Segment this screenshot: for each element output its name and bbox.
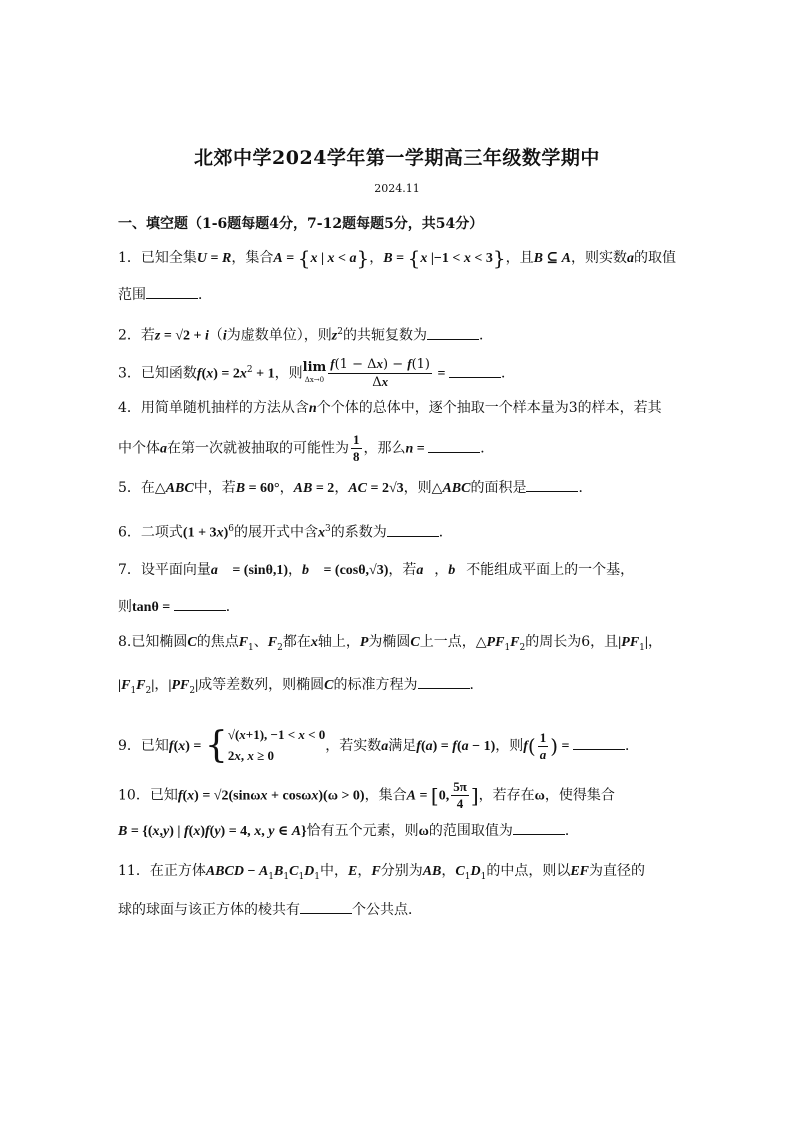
page-title: 北郊中学2024学年第一学期高三年级数学期中 [194,147,600,169]
answer-blank [449,364,501,378]
question-4-line-1: 4．用简单随机抽样的方法从含n个个体的总体中，逐个抽取一个样本量为3的样本，若其 [118,400,662,416]
question-1-line-1: 1．已知全集U = R，集合A = {x | x < a}，B = {x |−1 < x < 3}，且B ⊆ A，则实数a的取值 [118,246,676,270]
interval-endpoint-fraction: $\frac{5\pi}{4}$ [453,779,467,811]
question-8-line-2: $|F_1F_2|$，$|PF_2|$成等差数列，则椭圆C的标准方程为 ． [118,677,484,696]
question-8-line-1: 8.已知椭圆C的焦点$F_1$、$F_2$都在x轴上，P为椭圆C上一点，$\triangle PF_1F_2$的周长为6，且$|PF_1|$， [118,634,662,653]
question-7-line-1: 7．设平面向量a⃗ = (sinθ,1)，b⃗ = (cosθ,√3)，若a⃗，b⃗不能组成平面上的一个基， [118,562,635,578]
answer-blank [427,326,479,340]
piecewise-cases: √(x+1), −1 < x < 0 2x, x ≥ 0 [227,727,326,763]
answer-blank [573,736,625,750]
question-10-line-2: B = {(x,y) | f(x)f(y) = 4, x, y ∈ A}恰有五个元素，则ω的范围取值为 ． [118,823,579,839]
answer-blank [174,597,226,611]
answer-blank [513,821,565,835]
reciprocal-fraction: $\frac{1}{a}$ [539,729,547,762]
question-7-line-2: 则tanθ = ． [118,599,240,615]
limit-operator: lim Δx→0 [302,359,327,384]
answer-blank [146,285,198,299]
question-1-line-2: 范围 ． [118,287,212,303]
question-4-line-2: 中个体a在第一次就被抽取的可能性为 $\frac{1}{8}$ ，那么n = ． [118,432,495,464]
question-6: 6．二项式$(1 + 3x)^6$的展开式中含$x^3$的系数为 ． [118,524,453,541]
difference-quotient: $\frac{f(1 - \Delta x) - f(1)}{\Delta x}$ [330,356,430,390]
answer-blank [300,900,352,914]
question-11-line-2: 球的球面与该正方体的棱共有 个公共点． [118,902,422,918]
question-2: 2．若z = √2 + i（i为虚数单位），则$z^2$的共轭复数为 ． [118,327,493,344]
exam-date: 2024.11 [374,182,420,195]
answer-blank [526,478,578,492]
question-9: 9．已知f(x) = { √(x+1), −1 < x < 0 2x, x ≥ 0 ，若实数a满足f(a) = f(a − 1)，则f( $\frac{1}{a}$ ) = ． [118,725,640,766]
probability-fraction: $\frac{1}{8}$ [353,432,360,464]
section-heading: 一、填空题（1-6题每题4分，7-12题每题5分，共54分） [118,216,484,232]
question-11-line-1: 11．在正方体ABCD − $A_1B_1C_1D_1$中，E，F分别为AB，$C_1D_1$的中点，则以EF为直径的 [118,863,646,882]
question-5: 5．在△ABC中，若B = 60°，AB = 2，AC = 2√3，则△ABC的面积是 ． [118,480,593,496]
answer-blank [418,675,470,689]
answer-blank [387,523,439,537]
question-3: 3．已知函数$f(x) = 2x^2 + 1$，则 lim Δx→0 $\frac{f(1 - \Delta x) - f(1)}{\Delta x}$ = ． [118,356,515,390]
question-10-line-1: 10．已知f(x) = √2(sinωx + cosωx)(ω > 0)，集合A = [0, $\frac{5\pi}{4}$ ]，若存在ω，使得集合 [118,779,615,811]
answer-blank [428,439,480,453]
